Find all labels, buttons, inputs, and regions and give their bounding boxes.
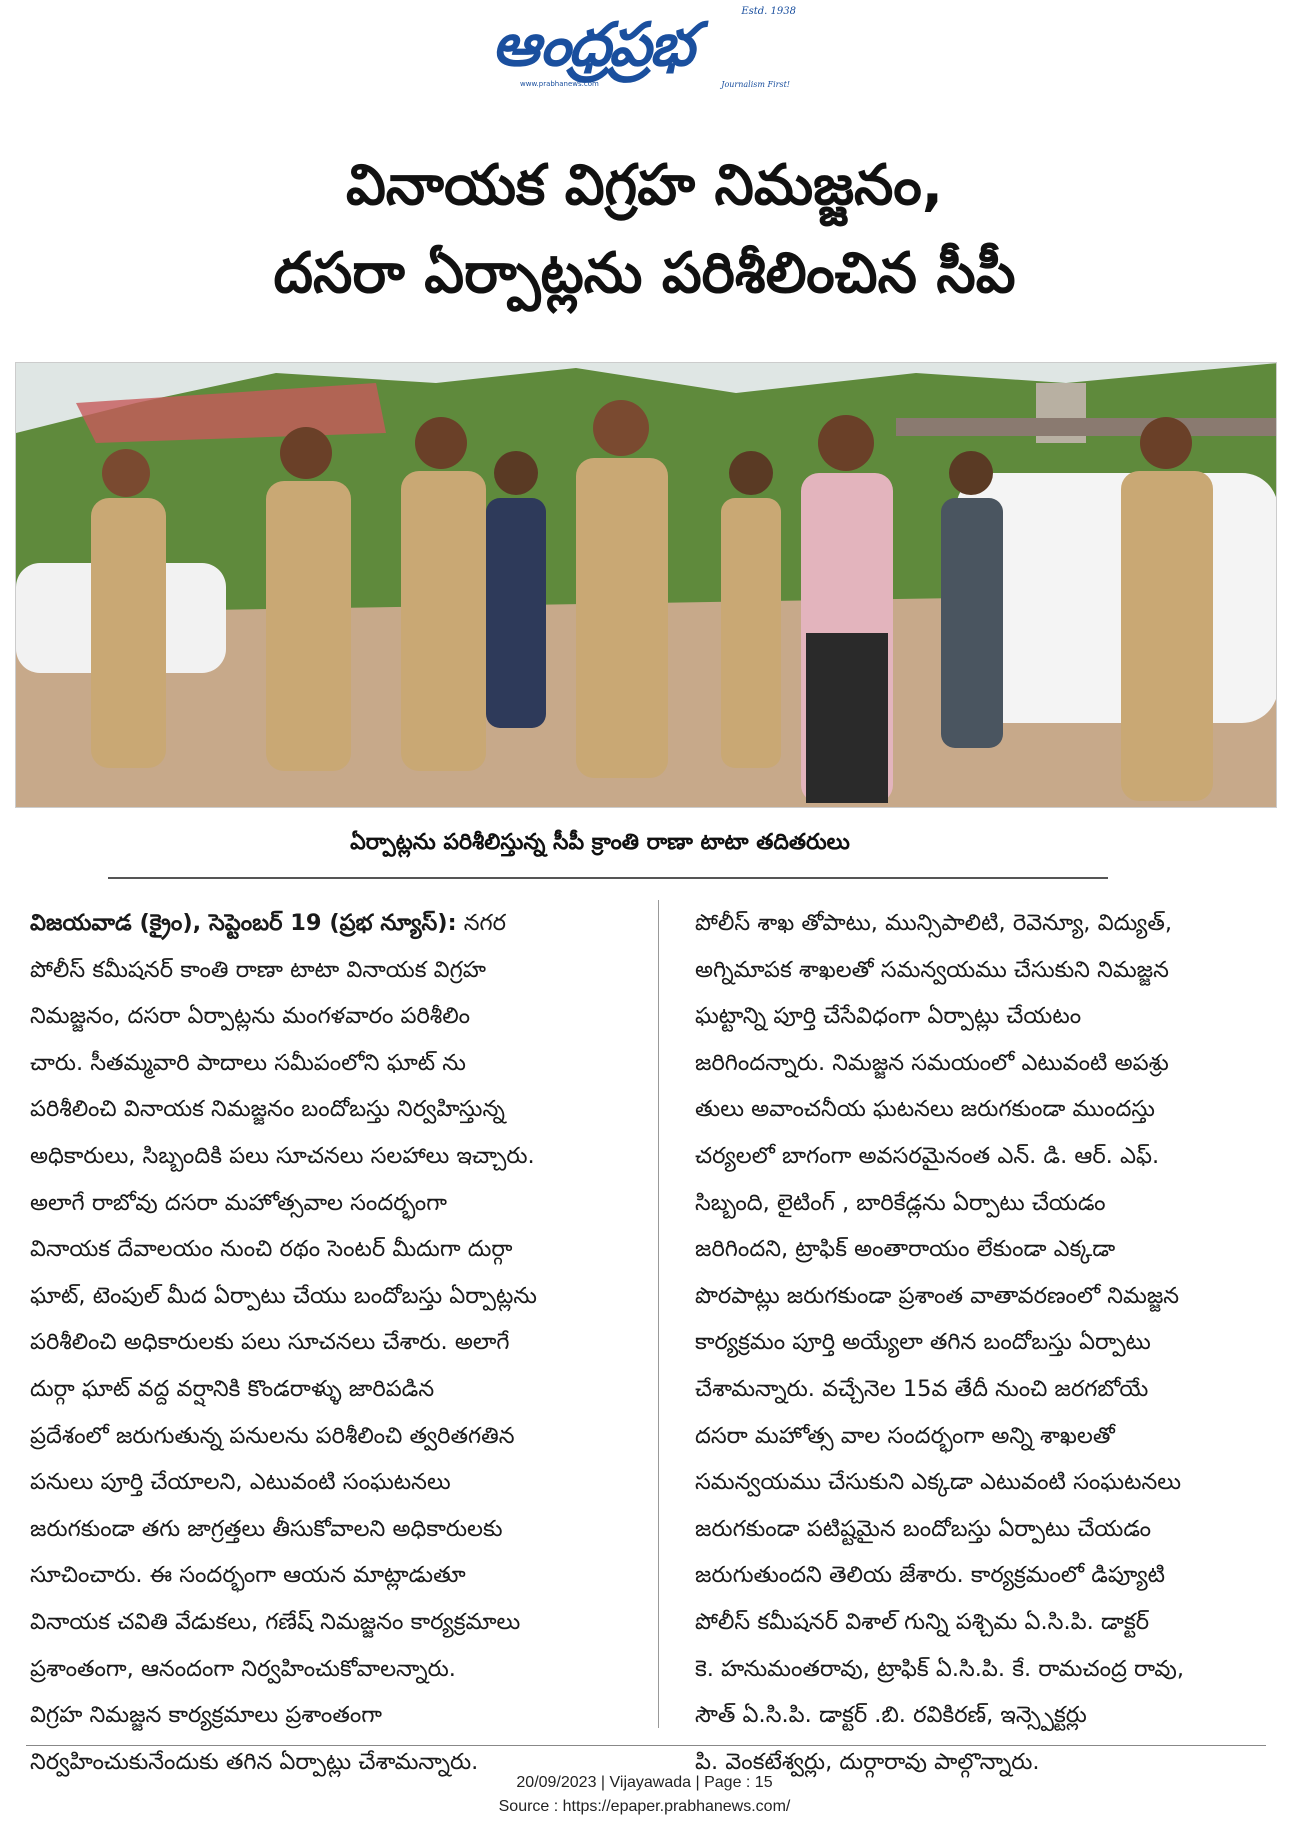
article-line: పి. వెంకటేశ్వర్లు, దుర్గారావు పాల్గొన్నారు.	[695, 1748, 1040, 1775]
column-divider	[658, 900, 659, 1728]
article-line: జరుగకుండా పటిష్టమైన బందోబస్తు ఏర్పాటు చేయడం	[695, 1515, 1152, 1542]
photo-illustration	[16, 363, 1277, 808]
article-line: సమన్వయము చేసుకుని ఎక్కడా ఎటువంటి సంఘటనలు	[695, 1469, 1181, 1496]
article-line: పోలీస్ శాఖ తోపాటు, మున్సిపాలిటి, రెవెన్యూ, విద్యుత్,	[695, 910, 1172, 936]
tagline: Journalism First!	[721, 80, 790, 89]
article-line: చేశామన్నారు. వచ్చేనెల 15వ తేదీ నుంచి జరగబోయే	[695, 1375, 1149, 1402]
footer-source-link[interactable]: Source : https://epaper.prabhanews.com/	[498, 1798, 791, 1815]
article-line: తులు అవాంచనీయ ఘటనలు జరుగకుండా ముందస్తు	[695, 1096, 1155, 1123]
article-line: విగ్రహ నిమజ్జన కార్యక్రమాలు ప్రశాంతంగా	[30, 1702, 382, 1729]
article-line: ఘాట్, టెంపుల్ మీద ఏర్పాటు చేయు బందోబస్తు ఏర్పాట్లను	[30, 1282, 537, 1309]
article-line: చారు. సీతమ్మవారి పాదాలు సమీపంలోని ఘాట్ ను	[30, 1049, 466, 1076]
article-line: జరుగుతుందని తెలియ జేశారు. కార్యక్రమంలో డిప్యూటి	[695, 1562, 1166, 1589]
photo-building	[896, 418, 1277, 436]
article-line: దుర్గా ఘాట్ వద్ద వర్షానికి కొండరాళ్ళు జారిపడిన	[30, 1375, 435, 1402]
article-line: నగర	[463, 910, 507, 936]
established-year: Estd. 1938	[741, 6, 796, 17]
article-line: అధికారులు, సిబ్బందికి పలు సూచనలు సలహాలు ఇచ్చారు.	[30, 1142, 535, 1169]
person-9	[1121, 417, 1213, 801]
article-line: ప్రదేశంలో జరుగుతున్న పనులను పరిశీలించి త్వరితగతిన	[30, 1422, 515, 1449]
photo-car-right	[956, 473, 1277, 723]
article-line: సూచించారు. ఈ సందర్భంగా ఆయన మాట్లాడుతూ	[30, 1562, 466, 1589]
article-line: కార్యక్రమం పూర్తి అయ్యేలా తగిన బందోబస్తు ఏర్పాటు	[695, 1329, 1151, 1356]
article-line: ప్రశాంతంగా, ఆనందంగా నిర్వహించుకోవాలన్నారు.	[30, 1655, 456, 1682]
article-line: జరుగకుండా తగు జాగ్రత్తలు తీసుకోవాలని అధికారులకు	[30, 1515, 503, 1542]
headline	[30, 142, 1259, 318]
masthead	[480, 6, 810, 92]
article-line: జరిగిందని, ట్రాఫిక్ అంతారాయం లేకుండా ఎక్కడా	[695, 1236, 1116, 1263]
dateline: విజయవాడ (క్రైం), సెప్టెంబర్ 19 (ప్రభ న్యూస్):	[30, 910, 457, 936]
article-line: దసరా మహోత్స వాల సందర్భంగా అన్ని శాఖలతో	[695, 1422, 1115, 1449]
article-line: చర్యలలో బాగంగా అవసరమైనంత ఎన్. డి. ఆర్. ఎఫ్.	[695, 1142, 1160, 1169]
article-line: పరిశీలించి అధికారులకు పలు సూచనలు చేశారు. అలాగే	[30, 1329, 510, 1356]
site-url: www.prabhanews.com	[520, 80, 599, 88]
article-first-line	[30, 900, 592, 947]
article-line: పోలీస్ కమీషనర్ విశాల్ గున్ని పశ్చిమ ఏ.సి.పి. డాక్టర్	[695, 1608, 1150, 1635]
article-line: అగ్నిమాపక శాఖలతో సమన్వయము చేసుకుని నిమజ్జన	[695, 956, 1169, 983]
article-line: కె. హనుమంతరావు, ట్రాఫిక్ ఏ.సి.పి. కే. రామచంద్ర రావు,	[695, 1655, 1185, 1682]
article-line: అలాగే రాబోవు దసరా మహోత్సవాల సందర్భంగా	[30, 1189, 447, 1216]
article-line: పరిశీలించి వినాయక నిమజ్జనం బందోబస్తు నిర్వహిస్తున్న	[30, 1096, 505, 1123]
article-line: ఘట్టాన్ని పూర్తి చేసేవిధంగా ఏర్పాట్లు చేయటం	[695, 1003, 1082, 1030]
article-line: పోలీస్ కమీషనర్ కాంతి రాణా టాటా వినాయక విగ్రహ	[30, 956, 486, 983]
article-line: నిర్వహించుకునేందుకు తగిన ఏర్పాట్లు చేశామన్నారు.	[30, 1748, 479, 1775]
headline-line-2: దసరా ఏర్పాట్లను పరిశీలించిన సీపీ	[273, 241, 1016, 306]
caption-divider	[108, 877, 1108, 879]
article-line: నిమజ్జనం, దసరా ఏర్పాట్లను మంగళవారం పరిశీలిం	[30, 1003, 470, 1030]
article-line: సిబ్బంది, లైటింగ్ , బారికేడ్లను ఏర్పాటు చేయడం	[695, 1189, 1106, 1216]
article-line: వినాయక చవితి వేడుకలు, గణేష్ నిమజ్జనం కార్యక్రమాలు	[30, 1608, 521, 1635]
photo-caption: ఏర్పాట్లను పరిశీలిస్తున్న సీపీ క్రాంతి రాణా టాటా తదితరులు	[350, 830, 850, 855]
article-line: వినాయక దేవాలయం నుంచి రథం సెంటర్ మీదుగా దుర్గా	[30, 1236, 513, 1263]
article-line: పనులు పూర్తి చేయాలని, ఎటువంటి సంఘటనలు	[30, 1469, 451, 1496]
headline-line-1: వినాయక విగ్రహ నిమజ్జనం,	[345, 153, 944, 218]
article-line: పొరపాట్లు జరుగకుండా ప్రశాంత వాతావరణంలో నిమజ్జన	[695, 1282, 1180, 1309]
article-line: జరిగిందన్నారు. నిమజ్జన సమయంలో ఎటువంటి అపశ్రు	[695, 1049, 1169, 1076]
article-line: సౌత్ ఏ.సి.పి. డాక్టర్ .బి. రవికిరణ్, ఇన్స్పెక్టర్లు	[695, 1702, 1087, 1729]
article-column-right	[695, 900, 1257, 1785]
bottom-divider	[26, 1745, 1266, 1746]
newspaper-logo: ఆంధ్రప్రభ	[492, 10, 693, 80]
news-photo	[15, 362, 1277, 808]
footer-edition-info: 20/09/2023 | Vijayawada | Page : 15	[516, 1774, 773, 1791]
article-column-left	[30, 900, 592, 1785]
